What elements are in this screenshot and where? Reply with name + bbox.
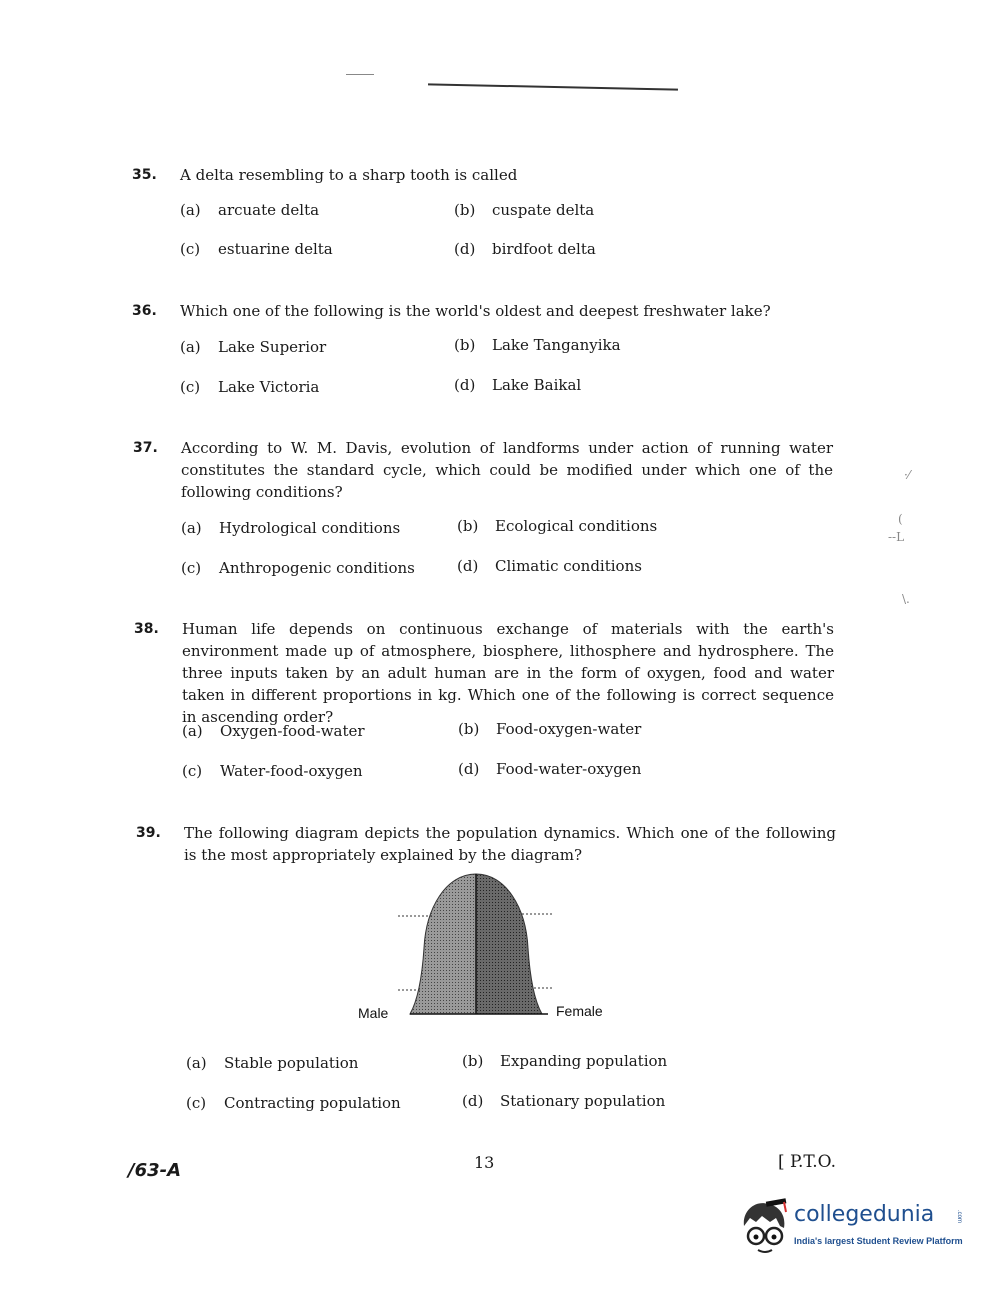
- logo-domain: .com: [956, 1210, 962, 1224]
- option-label: (c): [186, 1094, 207, 1112]
- option-text: birdfoot delta: [492, 240, 596, 258]
- scan-artifact-line: [346, 74, 374, 75]
- population-diagram: [350, 868, 620, 1028]
- option-label: (b): [462, 1052, 484, 1070]
- option-c[interactable]: [180, 376, 319, 398]
- option-label: (b): [454, 336, 476, 354]
- option-label: (d): [457, 557, 479, 575]
- option-text: cuspate delta: [492, 201, 595, 219]
- option-a[interactable]: [186, 1052, 358, 1074]
- question-text: Human life depends on continuous exchange of materials with the earth's environment made up of atmosphere, biosphere, lithosphere and hydrosphere. The three inputs taken by an adult human are in the form of oxygen, food and water taken in different proportions in kg. Which one of the following is correct sequence in ascending order?: [182, 620, 834, 726]
- option-d[interactable]: [454, 238, 596, 260]
- option-text: Water-food-oxygen: [220, 762, 363, 780]
- option-text: Expanding population: [500, 1052, 668, 1070]
- option-label: (a): [186, 1054, 207, 1072]
- option-text: Contracting population: [224, 1094, 401, 1112]
- option-text: arcuate delta: [218, 201, 320, 219]
- option-a[interactable]: [182, 720, 365, 742]
- population-pyramid-figure: [350, 868, 620, 1028]
- option-d[interactable]: [458, 758, 641, 780]
- option-text: Climatic conditions: [495, 557, 642, 575]
- option-text: Anthropogenic conditions: [219, 559, 415, 577]
- option-label: (d): [454, 376, 476, 394]
- mascot-icon: [736, 1196, 792, 1258]
- option-c[interactable]: [181, 557, 415, 579]
- option-label: (a): [181, 519, 202, 537]
- logo-tagline: India's largest Student Review Platform: [794, 1236, 963, 1246]
- scan-artifact-line: [428, 83, 678, 90]
- option-a[interactable]: [181, 517, 400, 539]
- question-number: 39.: [136, 825, 161, 841]
- option-c[interactable]: [180, 238, 333, 260]
- option-label: (b): [458, 720, 480, 738]
- question-number: 36.: [132, 303, 157, 319]
- option-b[interactable]: [457, 515, 657, 537]
- option-text: Food-oxygen-water: [496, 720, 642, 738]
- logo-wordmark: collegedunia: [794, 1202, 935, 1227]
- option-a[interactable]: [180, 199, 319, 221]
- option-a[interactable]: [180, 336, 326, 358]
- option-b[interactable]: [454, 199, 594, 221]
- question-text: Which one of the following is the world's oldest and deepest freshwater lake?: [180, 302, 771, 320]
- question-35: [132, 164, 832, 264]
- question-number: 35.: [132, 167, 157, 183]
- option-label: (c): [180, 378, 201, 396]
- option-c[interactable]: [182, 760, 363, 782]
- question-number: 38.: [134, 621, 159, 637]
- question-text: According to W. M. Davis, evolution of landforms under action of running water constitutes the standard cycle, which could be modified under which one of the following conditions?: [181, 439, 833, 501]
- option-label: (d): [454, 240, 476, 258]
- option-label: (b): [454, 201, 476, 219]
- question-39: [136, 822, 836, 872]
- margin-scribble: \.: [902, 592, 910, 606]
- option-d[interactable]: [457, 555, 642, 577]
- question-36: [132, 300, 832, 400]
- option-text: estuarine delta: [218, 240, 333, 258]
- option-text: Oxygen-food-water: [220, 722, 365, 740]
- option-text: Stable population: [224, 1054, 359, 1072]
- option-label: (a): [180, 338, 201, 356]
- male-label: Male: [358, 1005, 389, 1021]
- option-text: Stationary population: [500, 1092, 666, 1110]
- option-b[interactable]: [454, 334, 621, 356]
- female-half: [476, 874, 542, 1014]
- option-label: (c): [180, 240, 201, 258]
- question-39-options: [136, 1050, 836, 1120]
- paper-code: /63-A: [128, 1160, 182, 1181]
- question-text: The following diagram depicts the population dynamics. Which one of the following is the most appropriately explained by the diagram?: [184, 824, 836, 864]
- option-text: Lake Superior: [218, 338, 327, 356]
- pto-note: [ P.T.O.: [778, 1152, 837, 1172]
- question-38: [134, 618, 834, 788]
- margin-scribble: (: [898, 512, 903, 526]
- option-label: (d): [458, 760, 480, 778]
- option-label: (c): [182, 762, 203, 780]
- option-label: (a): [182, 722, 203, 740]
- male-half: [410, 874, 476, 1014]
- margin-scribble: --L: [888, 530, 905, 544]
- page-number: 13: [474, 1153, 495, 1172]
- option-label: (d): [462, 1092, 484, 1110]
- option-d[interactable]: [462, 1090, 665, 1112]
- question-37: [133, 437, 833, 587]
- option-text: Lake Victoria: [218, 378, 320, 396]
- question-number: 37.: [133, 440, 158, 456]
- collegedunia-logo: [736, 1196, 966, 1266]
- option-text: Lake Tanganyika: [492, 336, 621, 354]
- option-c[interactable]: [186, 1092, 401, 1114]
- option-text: Food-water-oxygen: [496, 760, 642, 778]
- question-text: A delta resembling to a sharp tooth is called: [180, 166, 518, 184]
- option-text: Hydrological conditions: [219, 519, 401, 537]
- option-label: (a): [180, 201, 201, 219]
- option-d[interactable]: [454, 374, 581, 396]
- option-b[interactable]: [462, 1050, 667, 1072]
- option-text: Lake Baikal: [492, 376, 582, 394]
- female-label: Female: [556, 1003, 603, 1019]
- option-text: Ecological conditions: [495, 517, 658, 535]
- option-b[interactable]: [458, 718, 641, 740]
- margin-scribble: ·⁄: [904, 468, 910, 482]
- option-label: (b): [457, 517, 479, 535]
- option-label: (c): [181, 559, 202, 577]
